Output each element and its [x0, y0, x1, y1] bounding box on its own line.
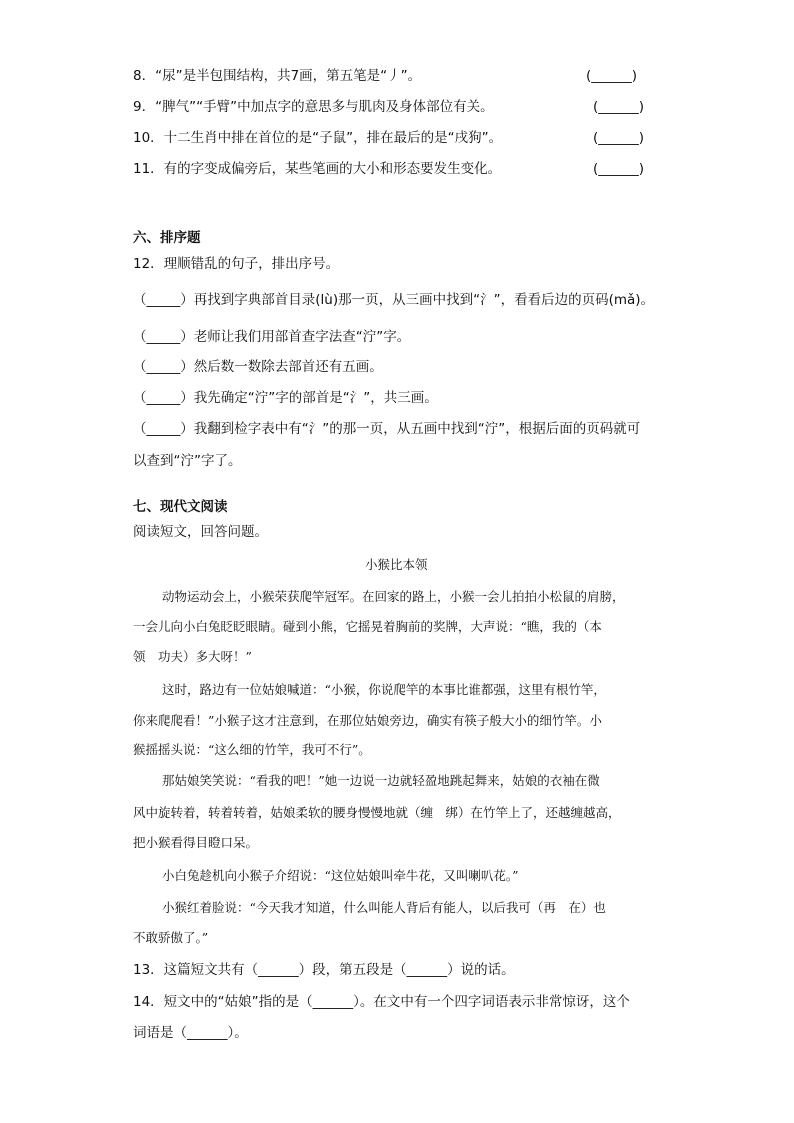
answer-blank-10[interactable]: (______): [593, 130, 645, 146]
passage-line: 把小猴看得目瞪口呆。: [133, 835, 259, 850]
section6-heading: 六、排序题: [133, 230, 201, 246]
passage-line: 一会儿向小白兔眨眨眼睛。碰到小熊，它摇晃着胸前的奖牌，大声说：“瞧，我的（本: [133, 619, 602, 634]
reading-instruction: 阅读短文，回答问题。: [133, 524, 268, 540]
sort-item-2: （_____）老师让我们用部首查字法查“泞”字。: [133, 329, 411, 345]
answer-blank-11[interactable]: (______): [593, 161, 645, 177]
question-14-continuation: 词语是（______）。: [133, 1025, 248, 1041]
sort-item-1: （_____）再找到字典部首目录(lù)那一页，从三画中找到“氵”，看看后边的页码(mǎ)。: [133, 292, 655, 308]
section7-heading: 七、现代文阅读: [133, 499, 228, 515]
passage-line: 你来爬爬看！”小猴子这才注意到，在那位姑娘旁边，确实有筷子般大小的细竹竿。小: [133, 713, 602, 728]
answer-blank-9[interactable]: (______): [593, 99, 645, 115]
question-14: 14．短文中的“姑娘”指的是（______）。在文中有一个四字词语表示非常惊讶，这个: [133, 994, 630, 1010]
passage-line: 风中旋转着，转着转着，姑娘柔软的腰身慢慢地就（缠 绑）在竹竿上了，还越缠越高，: [133, 805, 621, 820]
passage-line: 领 功夫）多大呀！”: [133, 649, 252, 664]
question-12: 12．理顺错乱的句子，排出序号。: [133, 256, 340, 272]
passage-line: 这时，路边有一位姑娘喊道：“小猴，你说爬竿的本事比谁都强，这里有根竹竿，: [162, 682, 606, 697]
passage-title: 小猴比本领: [365, 557, 428, 572]
question-11: 11．有的字变成偏旁后，某些笔画的大小和形态要发生变化。: [133, 161, 502, 177]
sort-item-4: （_____）我先确定“泞”字的部首是“氵”，共三画。: [133, 390, 438, 406]
sort-item-5: （_____）我翻到检字表中有“氵”的那一页，从五画中找到“泞”，根据后面的页码就可: [133, 421, 641, 437]
sort-item-5-continuation: 以查到“泞”字了。: [133, 453, 242, 469]
passage-line: 不敢骄傲了。”: [133, 930, 209, 945]
passage-line: 动物运动会上，小猴荣获爬竿冠军。在回家的路上，小猴一会儿拍拍小松鼠的肩膀，: [162, 589, 625, 604]
passage-line: 那姑娘笑笑说：“看我的吧！”她一边说一边就轻盈地跳起舞来，姑娘的衣袖在微: [162, 773, 600, 788]
question-9: 9．“脾气”“手臂”中加点字的意思多与肌肉及身体部位有关。: [133, 99, 494, 115]
question-10: 10．十二生肖中排在首位的是“子鼠”，排在最后的是“戌狗”。: [133, 130, 503, 146]
question-8: 8．“尿”是半包围结构，共7画，第五笔是“丿”。: [133, 68, 422, 84]
passage-line: 小猴红着脸说：“今天我才知道，什么叫能人背后有能人，以后我可（再 在）也: [162, 900, 606, 915]
passage-line: 猴摇摇头说：“这么细的竹竿，我可不行”。: [133, 742, 371, 757]
answer-blank-8[interactable]: (______): [586, 68, 638, 84]
passage-line: 小白兔趁机向小猴子介绍说：“这位姑娘叫牵牛花，又叫喇叭花。”: [162, 868, 519, 883]
question-13: 13．这篇短文共有（______）段，第五段是（______）说的话。: [133, 962, 515, 978]
sort-item-3: （_____）然后数一数除去部首还有五画。: [133, 359, 383, 375]
